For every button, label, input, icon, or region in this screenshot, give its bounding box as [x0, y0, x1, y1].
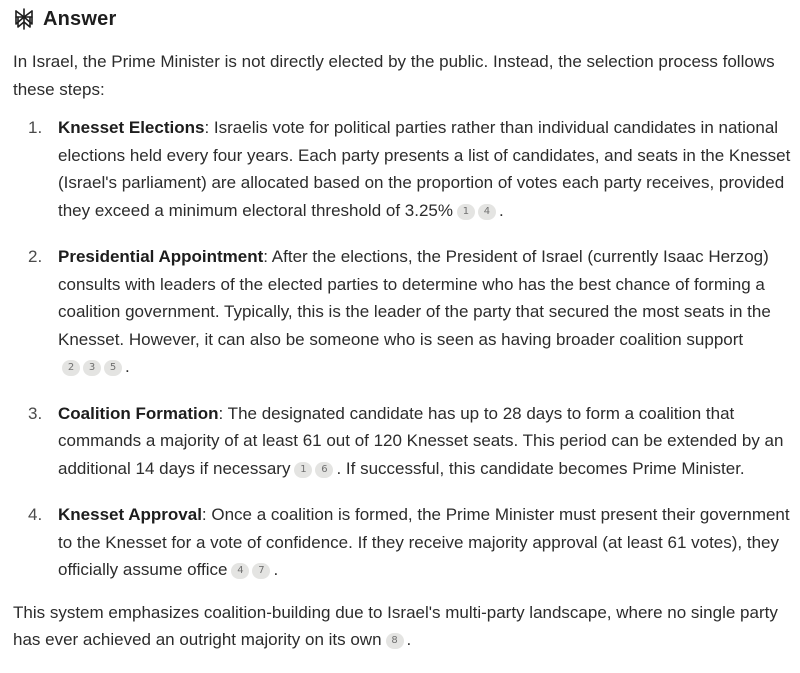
outro-end: .	[406, 630, 412, 649]
citation-badge[interactable]: 2	[62, 360, 80, 376]
citation-badge[interactable]: 8	[386, 633, 404, 649]
citation-badge[interactable]: 1	[294, 462, 312, 478]
perplexity-logo-icon	[13, 8, 35, 30]
step-end: .	[498, 200, 504, 220]
step-end: . If successful, this candidate becomes Prime Minister.	[336, 458, 745, 478]
outro-text: This system emphasizes coalition-building due to Israel's multi-party landscape, where no single party has ever achieved an outright majority on its own	[13, 602, 778, 649]
list-item	[13, 114, 798, 224]
outro-paragraph	[13, 599, 788, 654]
list-item	[13, 243, 798, 381]
step-title: Coalition Formation	[58, 403, 219, 423]
step-title: Presidential Appointment	[58, 247, 264, 266]
step-title: Knesset Approval	[58, 505, 202, 524]
answer-header	[13, 6, 800, 32]
citation-badge[interactable]: 7	[252, 563, 270, 579]
step-text: : Israelis vote for political parties rather than individual candidates in national elections held every four years. Each party presents a list of candidates, and seats in the Knesset (Israel's parliament) are allocated based on the proportion of votes each party receives, provided they exceed a minimum electoral threshold of 3.25%	[58, 118, 791, 220]
step-title: Knesset Elections	[58, 118, 205, 137]
step-number: 4.	[28, 505, 43, 524]
step-end: .	[273, 560, 279, 579]
step-number: 2.	[28, 247, 43, 266]
step-end: .	[125, 357, 130, 376]
step-number: 3.	[28, 403, 43, 423]
citation-badge[interactable]: 4	[478, 204, 496, 220]
citation-badge[interactable]: 5	[104, 360, 122, 376]
step-text: : After the elections, the President of Israel (currently Isaac Herzog) consults with leaders of the elected parties to determine who has the best chance of forming a coalition government. Typically, this is the leader of the party that secured the most seats in the Knesset. However, it can also be someone who is seen as having broader coalition support	[58, 247, 771, 349]
citation-badge[interactable]: 4	[231, 563, 249, 579]
citation-badge[interactable]: 3	[83, 360, 101, 376]
steps-list	[13, 114, 800, 584]
citation-badge[interactable]: 1	[457, 204, 475, 220]
answer-title: Answer	[43, 7, 117, 30]
citation-badge[interactable]: 6	[315, 462, 333, 478]
step-text: : Once a coalition is formed, the Prime Minister must present their government to the Knesset for a vote of confidence. If they receive majority approval (at least 61 votes), they officially assume office	[58, 505, 790, 579]
intro-paragraph: In Israel, the Prime Minister is not directly elected by the public. Instead, the selection process follows these steps:	[13, 52, 775, 99]
list-item	[13, 501, 798, 584]
step-text: : The designated candidate has up to 28 days to form a coalition that commands a majority of at least 61 out of 120 Knesset seats. This period can be extended by an additional 14 days if necessary	[58, 403, 784, 478]
step-number: 1.	[28, 118, 43, 137]
list-item	[13, 400, 798, 483]
